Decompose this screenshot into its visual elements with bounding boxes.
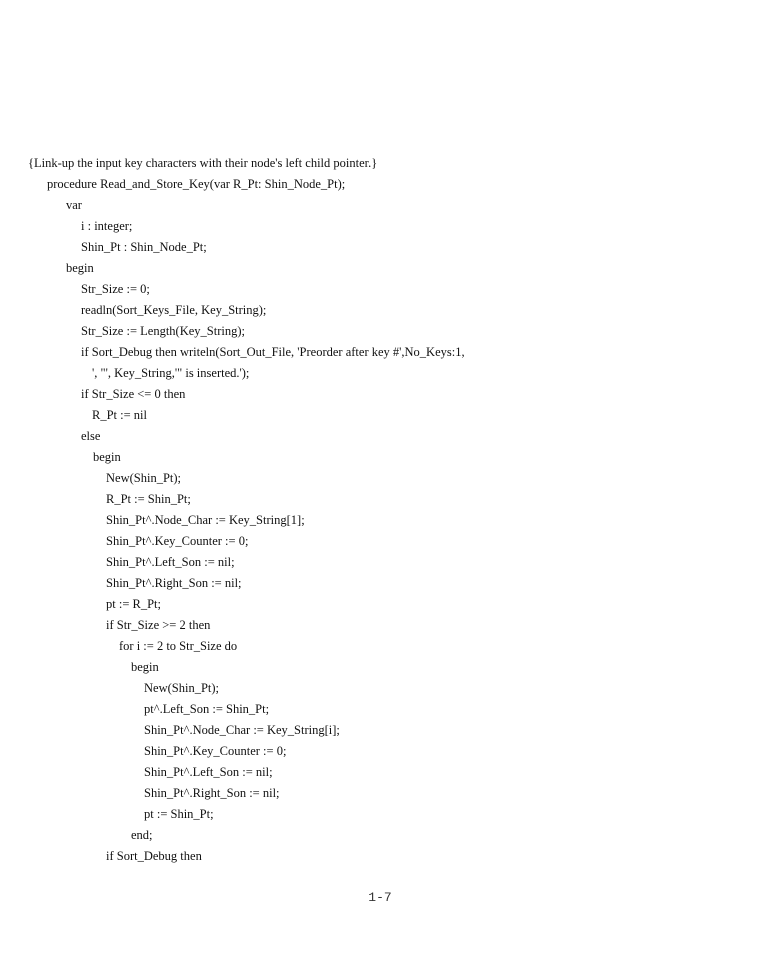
code-line: if Str_Size <= 0 then [81, 387, 186, 401]
code-line: Shin_Pt^.Node_Char := Key_String[i]; [144, 723, 340, 737]
code-line: if Sort_Debug then [106, 849, 202, 863]
code-line: for i := 2 to Str_Size do [119, 639, 238, 653]
code-line: Shin_Pt^.Key_Counter := 0; [144, 744, 287, 758]
code-line: Str_Size := Length(Key_String); [81, 324, 245, 338]
code-line: readln(Sort_Keys_File, Key_String); [81, 303, 267, 317]
code-line: New(Shin_Pt); [144, 681, 219, 695]
code-line: end; [131, 828, 153, 842]
code-line: else [81, 429, 101, 443]
code-line: New(Shin_Pt); [106, 471, 181, 485]
code-line: begin [131, 660, 159, 674]
code-line: begin [66, 261, 94, 275]
code-line: ', "', Key_String,'" is inserted.'); [92, 366, 250, 380]
code-line: i : integer; [81, 219, 133, 233]
code-line: R_Pt := nil [92, 408, 147, 422]
code-line: Shin_Pt^.Left_Son := nil; [144, 765, 273, 779]
code-line: {Link-up the input key characters with their node's left child pointer.} [28, 156, 378, 170]
code-line: Shin_Pt : Shin_Node_Pt; [81, 240, 207, 254]
code-line: pt^.Left_Son := Shin_Pt; [144, 702, 270, 716]
code-line: Str_Size := 0; [81, 282, 150, 296]
code-line: pt := Shin_Pt; [144, 807, 214, 821]
code-line: R_Pt := Shin_Pt; [106, 492, 191, 506]
code-line: Shin_Pt^.Right_Son := nil; [106, 576, 242, 590]
code-line: procedure Read_and_Store_Key(var R_Pt: Shin_Node_Pt); [47, 177, 346, 191]
code-line: if Str_Size >= 2 then [106, 618, 211, 632]
code-line: Shin_Pt^.Key_Counter := 0; [106, 534, 249, 548]
page-number: 1-7 [368, 890, 392, 905]
code-line: Shin_Pt^.Left_Son := nil; [106, 555, 235, 569]
code-line: Shin_Pt^.Right_Son := nil; [144, 786, 280, 800]
code-line: Shin_Pt^.Node_Char := Key_String[1]; [106, 513, 305, 527]
code-line: if Sort_Debug then writeln(Sort_Out_File, 'Preorder after key #',No_Keys:1, [81, 345, 465, 359]
code-line: var [66, 198, 82, 212]
code-line: pt := R_Pt; [106, 597, 161, 611]
code-line: begin [93, 450, 121, 464]
